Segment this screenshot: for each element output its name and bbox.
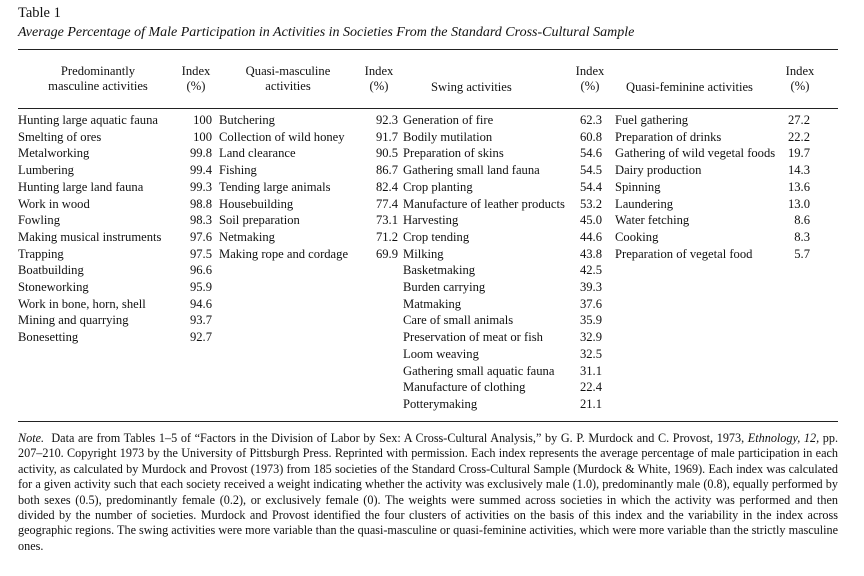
swing-index: 54.6 [579, 146, 602, 161]
header-rule [18, 108, 838, 109]
swing-index: 31.1 [579, 363, 602, 378]
swing-activity: Care of small animals [403, 313, 514, 328]
swing-index: 39.3 [579, 280, 602, 294]
quasi-feminine-index: 5.7 [794, 246, 810, 261]
masculine-index: 100 [193, 113, 212, 127]
masculine-activity: Hunting large land fauna [18, 179, 144, 194]
masculine-index: 99.4 [189, 163, 212, 178]
note-text-2: pp. 207–210. Copyright 1973 by the University of Pittsburgh Press. Reprinted with permission. Each index represents the average percentage of male participation in each activity, as calculated by Murdock and Provost (1973) from 185 societies of the Standard Cross-Cultural Sample (Murdock & White, 1969). Each index was calculated for a given activity such that each society received a weight indicating whether the activity was exclusively male (1.0), predominantly male (0.8), equally performed by both sexes (0.5), predominantly female (0.2), or exclusively female (0). The weights were summed across societies in which the activity was performed and then divided by the number of societies. Murdock and Provost identified the four clusters of activities on the basis of this index and the variability in the index across geographic regions. The swing activities were more variable than the quasi-masculine or quasi-feminine activities, which were more variable than the strictly masculine ones. [18, 431, 839, 553]
quasi-feminine-activity: Spinning [615, 179, 661, 194]
quasi-masculine-activity: Land clearance [219, 146, 296, 161]
header-swing-line1: Swing activities [431, 80, 512, 94]
quasi-feminine-index: 19.7 [787, 146, 810, 161]
header-masculine [18, 64, 178, 94]
quasi-masculine-activity: Collection of wild honey [219, 129, 345, 144]
bottom-rule [18, 421, 838, 422]
header-index-4-line2: (%) [790, 79, 810, 93]
header-index-1-line1: Index [181, 64, 211, 78]
swing-index: 60.8 [579, 129, 602, 144]
swing-index: 62.3 [579, 113, 602, 127]
header-quasi-feminine-line1: Quasi-feminine activities [626, 80, 753, 94]
swing-activity: Loom weaving [403, 346, 479, 361]
quasi-masculine-activity: Housebuilding [219, 196, 294, 211]
quasi-masculine-index: 69.9 [375, 246, 398, 261]
masculine-activity: Mining and quarrying [18, 313, 129, 328]
quasi-feminine-activity: Gathering of wild vegetal foods [615, 146, 776, 161]
quasi-masculine-index: 73.1 [375, 213, 398, 228]
swing-activity: Milking [403, 246, 444, 261]
quasi-masculine-activity: Netmaking [219, 229, 275, 244]
swing-activity: Preparation of skins [403, 146, 504, 161]
quasi-masculine-activity: Tending large animals [219, 179, 331, 194]
swing-index: 32.9 [579, 330, 602, 345]
header-index-3-line1: Index [575, 64, 605, 78]
swing-index: 42.5 [579, 263, 602, 278]
masculine-activity: Smelting of ores [18, 129, 102, 144]
swing-index: 44.6 [579, 229, 602, 244]
note-journal: Ethnology, 12, [747, 431, 820, 445]
masculine-activity: Work in bone, horn, shell [18, 296, 146, 311]
masculine-activity: Hunting large aquatic fauna [18, 113, 158, 127]
header-index-3 [572, 64, 608, 94]
header-index-2 [359, 64, 399, 94]
quasi-masculine-index: 82.4 [375, 179, 398, 194]
masculine-index: 94.6 [189, 296, 212, 311]
header-index-1-line2: (%) [186, 79, 206, 93]
quasi-feminine-index: 8.6 [794, 213, 810, 228]
swing-activity: Harvesting [403, 213, 459, 228]
masculine-activity: Trapping [18, 246, 64, 261]
masculine-index: 98.8 [189, 196, 212, 211]
note-label: Note. [18, 431, 45, 445]
quasi-masculine-index: 77.4 [375, 196, 398, 211]
masculine-activity: Metalworking [18, 146, 90, 161]
swing-activity: Preservation of meat or fish [403, 330, 543, 345]
masculine-activity: Stoneworking [18, 280, 89, 294]
swing-activity: Bodily mutilation [403, 129, 493, 144]
masculine-activity: Lumbering [18, 163, 74, 178]
header-quasi-feminine [626, 80, 786, 95]
quasi-feminine-index: 13.6 [787, 179, 810, 194]
swing-activity: Basketmaking [403, 263, 476, 278]
swing-index: 43.8 [579, 246, 602, 261]
swing-index: 53.2 [579, 196, 602, 211]
masculine-index: 93.7 [189, 313, 212, 328]
masculine-activity: Boatbuilding [18, 263, 84, 278]
swing-index: 22.4 [579, 380, 602, 395]
header-quasi-masculine [218, 64, 358, 94]
masculine-index: 97.6 [189, 229, 212, 244]
masculine-activity: Bonesetting [18, 330, 79, 345]
quasi-feminine-index: 27.2 [787, 113, 810, 127]
quasi-feminine-activity: Water fetching [615, 213, 690, 228]
header-index-3-line2: (%) [580, 79, 600, 93]
masculine-activity: Work in wood [18, 196, 90, 211]
quasi-masculine-index: 86.7 [375, 163, 398, 178]
header-index-2-line2: (%) [369, 79, 389, 93]
quasi-feminine-activity: Cooking [615, 229, 659, 244]
masculine-index: 98.3 [189, 213, 212, 228]
masculine-index: 99.8 [189, 146, 212, 161]
swing-activity: Potterymaking [403, 396, 478, 411]
header-index-2-line1: Index [364, 64, 394, 78]
swing-index: 45.0 [579, 213, 602, 228]
table-label: Table 1 [18, 5, 61, 21]
quasi-feminine-index: 14.3 [787, 163, 810, 178]
header-quasi-masculine-line1: Quasi-masculine [245, 64, 331, 78]
swing-activity: Burden carrying [403, 280, 486, 294]
quasi-feminine-index: 8.3 [794, 229, 810, 244]
swing-index: 35.9 [579, 313, 602, 328]
swing-activity: Crop planting [403, 179, 473, 194]
swing-index: 32.5 [579, 346, 602, 361]
swing-index: 21.1 [579, 396, 602, 411]
masculine-index: 95.9 [189, 280, 212, 294]
masculine-index: 97.5 [189, 246, 212, 261]
swing-activity: Matmaking [403, 296, 462, 311]
table-title: Average Percentage of Male Participation in Activities in Societies From the Standard Cross-Cultural Sample [18, 25, 635, 40]
quasi-feminine-activity: Fuel gathering [615, 113, 689, 127]
swing-index: 54.5 [579, 163, 602, 178]
quasi-masculine-activity: Making rope and cordage [219, 246, 349, 261]
swing-activity: Gathering small aquatic fauna [403, 363, 555, 378]
quasi-masculine-index: 92.3 [375, 113, 398, 127]
swing-activity: Manufacture of clothing [403, 380, 526, 395]
header-quasi-masculine-line2: activities [265, 79, 311, 93]
quasi-feminine-activity: Dairy production [615, 163, 702, 178]
quasi-masculine-index: 71.2 [375, 229, 398, 244]
quasi-feminine-activity: Preparation of vegetal food [615, 246, 753, 261]
quasi-masculine-activity: Butchering [219, 113, 275, 127]
header-index-4 [780, 64, 820, 94]
swing-index: 54.4 [579, 179, 602, 194]
quasi-feminine-activity: Preparation of drinks [615, 129, 722, 144]
masculine-activity: Fowling [18, 213, 60, 228]
header-index-4-line1: Index [785, 64, 815, 78]
note-text-1: Data are from Tables 1–5 of “Factors in the Division of Labor by Sex: A Cross-Cultural Analysis,” by G. P. Murdock and C. Provost, 1973, [51, 431, 745, 445]
swing-index: 37.6 [579, 296, 602, 311]
quasi-masculine-index: 91.7 [375, 129, 398, 144]
quasi-masculine-index: 90.5 [375, 146, 398, 161]
quasi-masculine-activity: Soil preparation [219, 213, 300, 228]
header-swing [431, 80, 581, 95]
header-masculine-line2: masculine activities [48, 79, 148, 93]
masculine-index: 99.3 [189, 179, 212, 194]
top-rule [18, 49, 838, 50]
header-index-1 [178, 64, 214, 94]
swing-activity: Crop tending [403, 229, 470, 244]
masculine-activity: Making musical instruments [18, 229, 162, 244]
header-masculine-line1: Predominantly [60, 64, 136, 78]
quasi-feminine-index: 13.0 [787, 196, 810, 211]
masculine-index: 96.6 [189, 263, 212, 278]
quasi-feminine-activity: Laundering [615, 196, 674, 211]
masculine-index: 100 [193, 129, 212, 144]
swing-activity: Manufacture of leather products [403, 196, 565, 211]
masculine-index: 92.7 [189, 330, 212, 345]
quasi-masculine-activity: Fishing [219, 163, 257, 178]
table-note [18, 431, 838, 554]
swing-activity: Generation of fire [403, 113, 494, 127]
quasi-feminine-index: 22.2 [787, 129, 810, 144]
swing-activity: Gathering small land fauna [403, 163, 540, 178]
